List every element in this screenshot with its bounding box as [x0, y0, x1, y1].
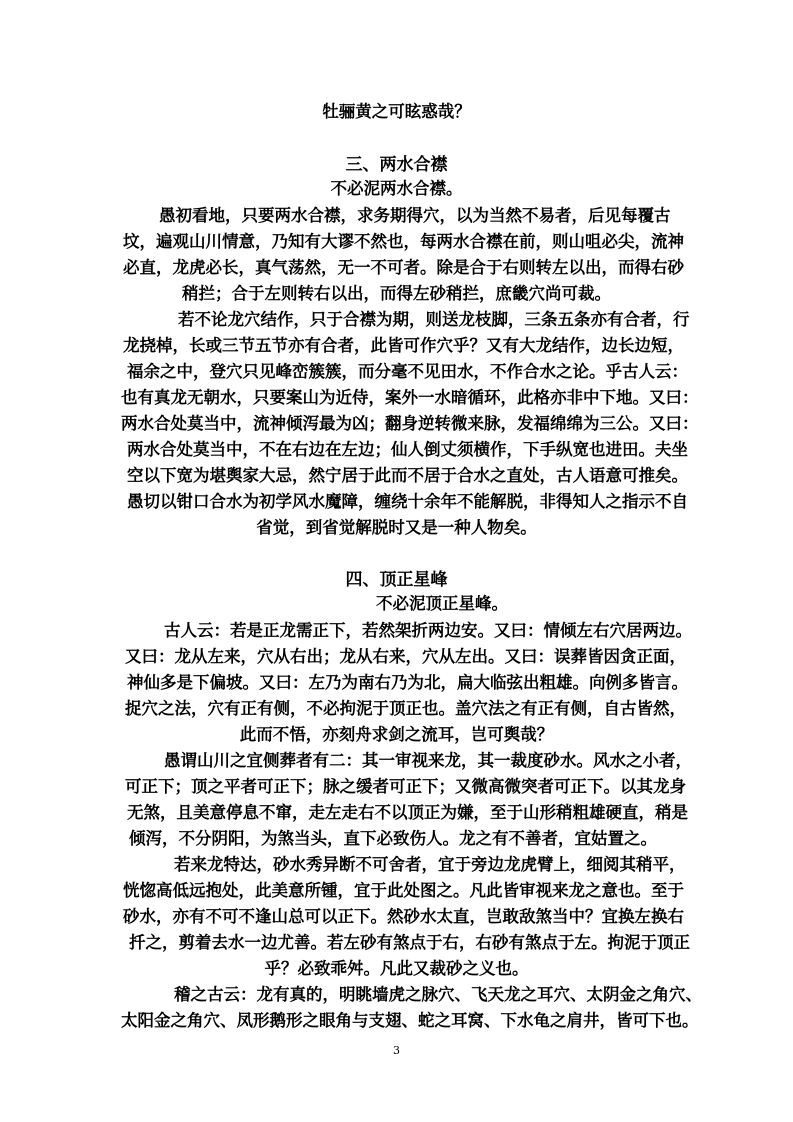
paragraph-line: 愚切以钳口合水为初学风水魔障，缠绕十余年不能解脱，非得知人之指示不自: [127, 492, 688, 511]
section-subtitle-3: 不必泥两水合襟。: [330, 179, 463, 198]
paragraph-line: 神仙多是下偏坡。又曰：左乃为南右乃为北，扁大临弦出粗雄。向例多皆言。: [127, 673, 688, 692]
paragraph-line: 太阳金之角穴、凤形鹅形之眼角与支翅、蛇之耳窝、下水龟之肩井，皆可下也。: [121, 1011, 699, 1030]
section-heading-4: 四、顶正星峰: [345, 570, 448, 590]
paragraph-line: 捉穴之法，穴有正有侧，不必拘泥于顶正也。盖穴法之有正有侧，自古皆然，: [125, 699, 686, 718]
paragraph-line: 空以下宽为堪舆家大忌，然宁居于此而不居于合水之直处，古人语意可推矣。: [127, 466, 688, 485]
paragraph-line: 恍惚高低远抱处，此美意所锺，宜于此处图之。凡此皆审视来龙之意也。至于: [123, 881, 684, 900]
paragraph-line: 两水合处莫当中，不在右边在左边；仙人倒丈须横作，下手纵宽也进田。夫坐: [127, 440, 688, 459]
paragraph-line: 稽之古云：龙有真的，明眺墙虎之脉穴、飞天龙之耳穴、太阴金之角穴、: [174, 985, 702, 1004]
paragraph-line: 福余之中，登穴只见峰峦簇簇，而分毫不见田水，不作合水之论。乎古人云：: [127, 362, 688, 381]
paragraph-line: 龙挠棹，长或三节五节亦有合者，此皆可作穴乎？又有大龙结作，边长边短，: [123, 336, 684, 355]
page-number: 3: [393, 1044, 400, 1057]
closing-line: 牡骊黄之可眩惑哉？: [322, 102, 471, 121]
paragraph-line: 坟，遍观山川情意，乃知有大谬不然也，每两水合襟在前，则山咀必尖，流神: [123, 232, 684, 251]
paragraph-line: 也有真龙无朝水，只要案山为近侍，案外一水暗循环，此格亦非中下地。又曰：: [121, 388, 699, 407]
paragraph-line: 可正下；顶之平者可正下；脉之缓者可正下；又微高微突者可正下。以其龙身: [125, 777, 686, 796]
paragraph-line: 若不论龙穴结作，只于合襟为期，则送龙枝脚，三条五条亦有合者，行: [178, 310, 690, 329]
paragraph-line: 稍拦；合于左则转右以出，而得左砂稍拦，庶畿穴尚可裁。: [182, 284, 611, 303]
paragraph-line: 无煞，且美意停息不窜，走左走右不以顶正为嫌，至于山形稍粗雄硬直，稍是: [127, 803, 688, 822]
paragraph-line: 愚谓山川之宜侧葬者有二：其一审视来龙，其一裁度砂水。风水之小者，: [164, 751, 692, 770]
paragraph-line: 愚初看地，只要两水合襟，求务期得穴，以为当然不易者，后见每覆古: [159, 206, 671, 225]
section-heading-3: 三、两水合襟: [345, 155, 448, 175]
paragraph-line: 又曰：龙从左来，穴从右出；龙从右来，穴从左出。又曰：误葬皆因贪正面，: [125, 647, 686, 666]
paragraph-line: 乎？必致乖舛。凡此又裁砂之义也。: [264, 959, 529, 978]
paragraph-line: 省觉，到省觉解脱时又是一种人物矣。: [256, 518, 537, 537]
paragraph-line: 扦之，剪着去水一边尤善。若左砂有煞点于右，右砂有煞点于左。拘泥于顶正: [129, 933, 690, 952]
paragraph-line: 古人云：若是正龙需正下，若然架折两边安。又曰：情倾左右穴居两边。: [164, 621, 692, 640]
paragraph-line: 砂水，亦有不可不逢山总可以正下。然砂水太直，岂敢敌煞当中？宜换左换右: [123, 907, 684, 926]
paragraph-line: 此而不悟，亦刻舟求剑之流耳，岂可舆哉？: [239, 725, 554, 744]
paragraph-line: 倾泻，不分阴阳，为煞当头，直下必致伤人。龙之有不善者，宜姑置之。: [129, 829, 657, 848]
paragraph-line: 若来龙特达，砂水秀异断不可舍者，宜于旁边龙虎臂上，细阅其稍平，: [174, 855, 686, 874]
section-subtitle-4: 不必泥顶正星峰。: [376, 594, 508, 613]
paragraph-line: 必直，龙虎必长，真气荡然，无一不可者。除是合于右则转左以出，而得右砂: [123, 258, 684, 277]
paragraph-line: 两水合处莫当中，流神倾泻最为凶；翻身逆转微来脉，发福绵绵为三公。又曰：: [121, 414, 699, 433]
